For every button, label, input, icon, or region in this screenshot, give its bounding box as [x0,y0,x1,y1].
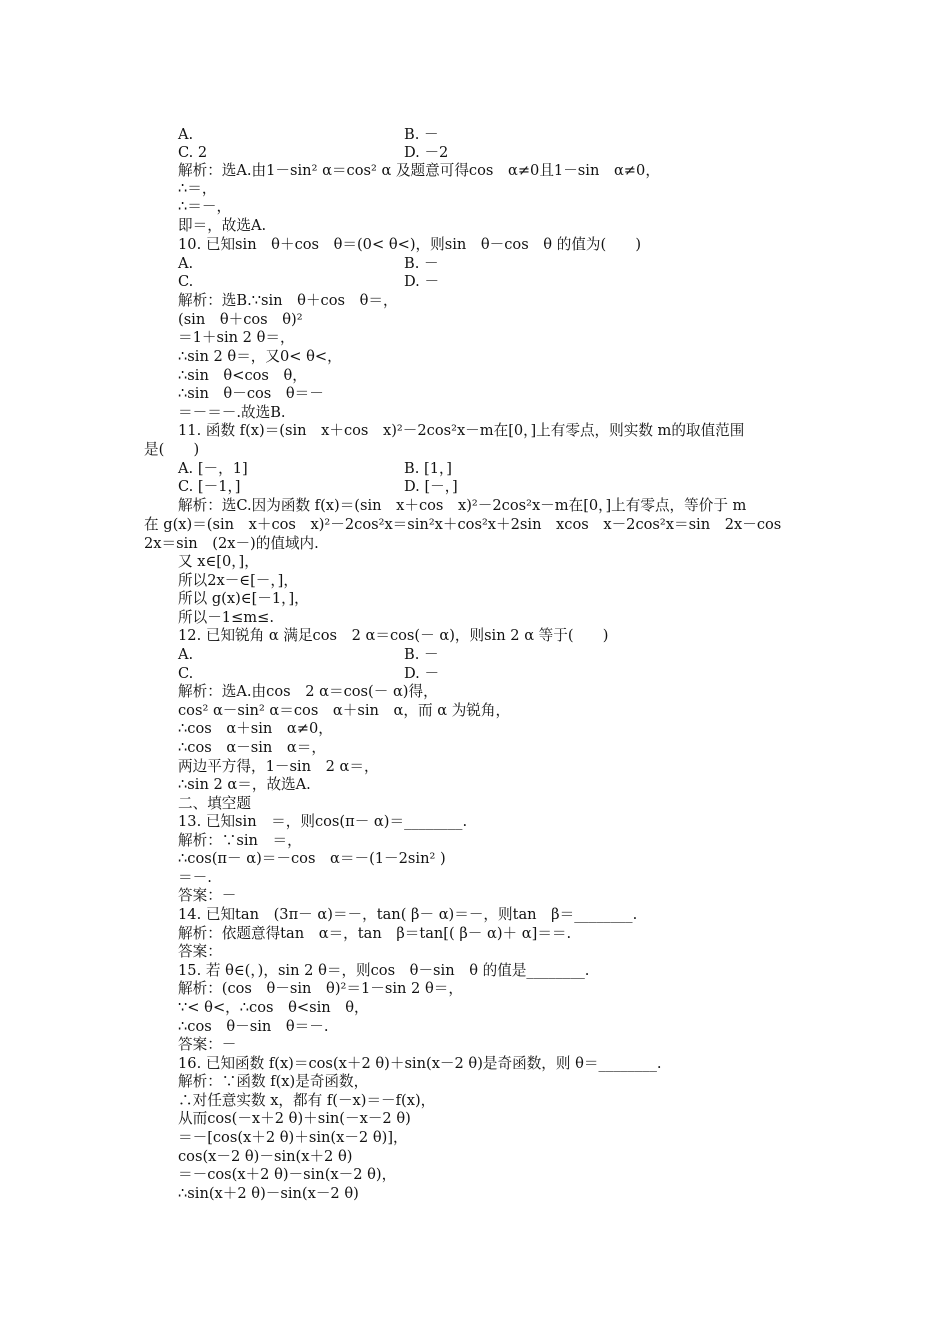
solution-line: ＝－cos(x＋2 θ)－sin(x－2 θ)， [178,1166,397,1183]
solution-line: 2x＝sin (2x－)的值域内. [144,535,319,552]
option-a: A. [178,126,194,143]
solution-line: ∴cos α－sin α＝， [178,739,326,756]
solution-line: ∴＝， [178,180,217,197]
option-d: D. [－，] [404,478,458,495]
solution-line: 在 g(x)＝(sin x＋cos x)²－2cos²x＝sin²x＋cos²x＋2sin xcos x－2cos²x＝sin 2x－cos [144,516,782,533]
solution-line: (sin θ＋cos θ)² [178,311,303,328]
solution-line: 所以2x－∈[－，]， [178,572,298,589]
solution-line: ∴sin 2 α＝，故选A. [178,776,311,793]
solution-line: ∴sin θ－cos θ＝－ [178,385,324,402]
solution-line: 从而cos(－x＋2 θ)＋sin(－x－2 θ) [178,1110,411,1127]
solution-line: 两边平方得，1－sin 2 α＝， [178,758,379,775]
option-d: D. － [404,665,440,682]
solution-line: 解析：选A.由1－sin² α＝cos² α 及题意可得cos α≠0且1－sin α≠0， [178,162,660,179]
solution-line: 即＝，故选A. [178,217,267,234]
solution-line: 解析：(cos θ－sin θ)²＝1－sin 2 θ＝， [178,980,463,997]
solution-line: 又 x∈[0，]， [178,553,259,570]
question-10: 10. 已知sin θ＋cos θ＝(0< θ<)，则sin θ－cos θ 的值为( ) [178,236,642,253]
solution-line: ∴＝－， [178,198,232,215]
solution-line: ∵< θ<，∴cos θ<sin θ， [178,999,369,1016]
option-b: B. [1，] [404,460,452,477]
option-a: A. [178,255,194,272]
solution-line: 解析：依题意得tan α＝，tan β＝tan[( β－ α)＋ α]＝＝. [178,925,572,942]
option-a: A. [－，1] [178,460,248,477]
solution-line: 解析：选A.由cos 2 α＝cos(－ α)得， [178,683,438,700]
solution-line: ∴sin(x＋2 θ)－sin(x－2 θ) [178,1185,359,1202]
solution-line: cos(x－2 θ)－sin(x＋2 θ) [178,1148,353,1165]
question-15: 15. 若 θ∈(，)，sin 2 θ＝，则cos θ－sin θ 的值是________. [178,962,590,979]
option-d: D. －2 [404,144,449,161]
solution-line: ∴cos θ－sin θ＝－. [178,1018,329,1035]
solution-line: 解析：∵函数 f(x)是奇函数， [178,1073,369,1090]
question-12: 12. 已知锐角 α 满足cos 2 α＝cos(－ α)，则sin 2 α 等于( ) [178,627,609,644]
option-c: C. [178,665,194,682]
answer-line: 答案： [178,943,222,960]
solution-line: ＝－. [178,869,212,886]
question-11: 11. 函数 f(x)＝(sin x＋cos x)²－2cos²x－m在[0，]上有零点，则实数 m的取值范围 [178,422,745,439]
question-14: 14. 已知tan (3π－ α)＝－，tan( β－ α)＝－，则tan β＝________. [178,906,638,923]
answer-line: 答案：－ [178,1036,237,1053]
solution-line: 所以 g(x)∈[－1，]， [178,590,309,607]
solution-line: 解析：选C.因为函数 f(x)＝(sin x＋cos x)²－2cos²x－m在[0，]上有零点，等价于 m [178,497,747,514]
answer-line: 答案：－ [178,887,237,904]
solution-line: ＝－[cos(x＋2 θ)＋sin(x－2 θ)]， [178,1129,408,1146]
solution-line: cos² α－sin² α＝cos α＋sin α，而 α 为锐角， [178,702,511,719]
option-c: C. [178,273,194,290]
option-d: D. － [404,273,440,290]
solution-line: 解析：选B.∵sin θ＋cos θ＝， [178,292,398,309]
solution-line: ∴对任意实数 x，都有 f(－x)＝－f(x)， [178,1092,436,1109]
option-a: A. [178,646,194,663]
option-b: B. － [404,646,439,663]
solution-line: ∴cos α＋sin α≠0， [178,720,333,737]
question-16: 16. 已知函数 f(x)＝cos(x＋2 θ)＋sin(x－2 θ)是奇函数，则 θ＝________. [178,1055,662,1072]
solution-line: 解析：∵sin ＝， [178,832,302,849]
solution-line: 所以－1≤m≤. [178,609,274,626]
question-11-cont: 是( ) [144,441,200,458]
solution-line: ＝－＝－.故选B. [178,404,286,421]
solution-line: ∴sin 2 θ＝，又0< θ<， [178,348,342,365]
section-heading: 二、填空题 [178,795,251,812]
question-13: 13. 已知sin ＝，则cos(π－ α)＝________. [178,813,468,830]
option-b: B. － [404,126,439,143]
option-b: B. － [404,255,439,272]
solution-line: ∴sin θ<cos θ， [178,367,307,384]
option-c: C. [－1，] [178,478,241,495]
solution-line: ＝1＋sin 2 θ＝， [178,329,295,346]
option-c: C. 2 [178,144,208,161]
solution-line: ∴cos(π－ α)＝－cos α＝－(1－2sin² ) [178,850,446,867]
